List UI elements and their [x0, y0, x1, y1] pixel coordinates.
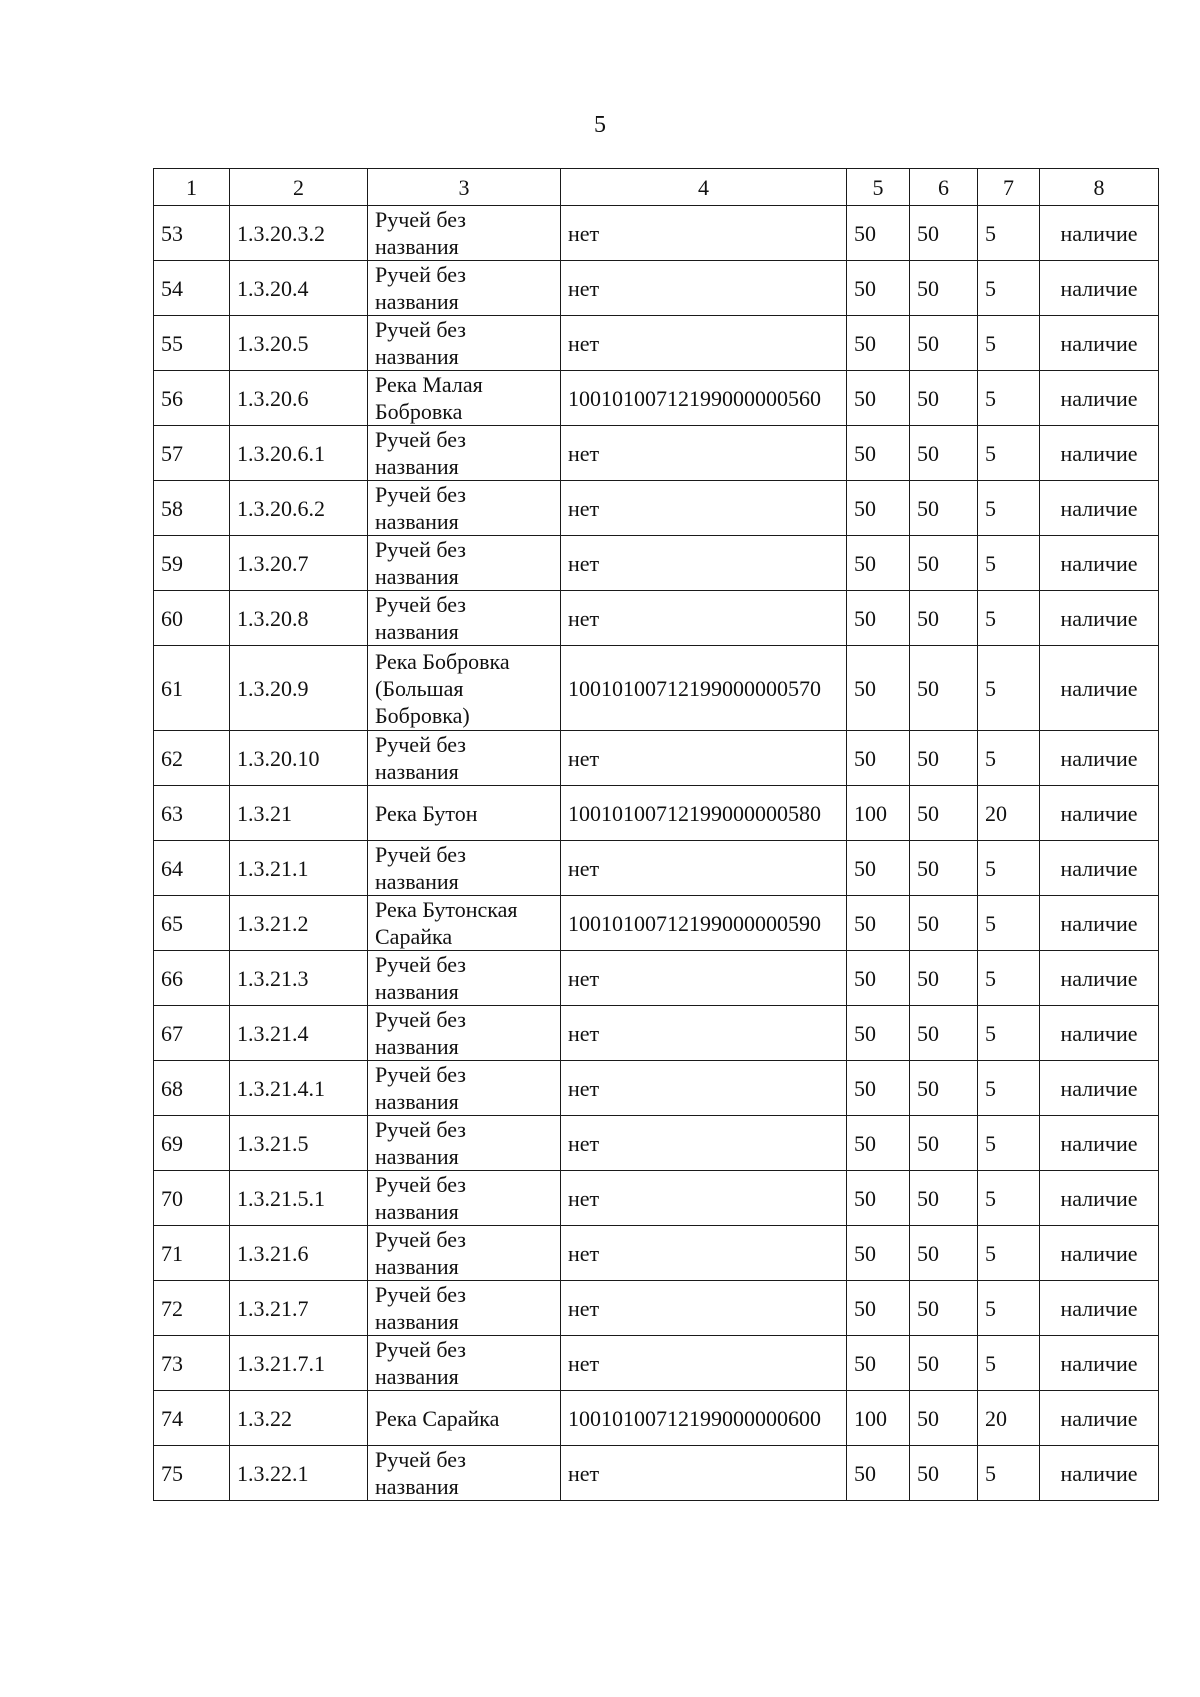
table-row — [154, 1446, 1159, 1501]
registry-code-cell: нет — [561, 731, 847, 786]
table-row — [154, 591, 1159, 646]
water-code-cell: 1.3.21.3 — [230, 951, 368, 1006]
value-7-cell: 5 — [978, 591, 1040, 646]
water-code-cell: 1.3.22.1 — [230, 1446, 368, 1501]
water-body-name-cell: Река Малая Бобровка — [368, 371, 561, 426]
water-code-cell: 1.3.21.4.1 — [230, 1061, 368, 1116]
row-number-cell: 53 — [154, 206, 230, 261]
value-6-cell: 50 — [910, 426, 978, 481]
water-body-name-cell: Ручей без названия — [368, 1061, 561, 1116]
value-7-cell: 5 — [978, 841, 1040, 896]
status-cell: наличие — [1040, 1226, 1159, 1281]
value-6-cell: 50 — [910, 481, 978, 536]
row-number-cell: 69 — [154, 1116, 230, 1171]
table-row — [154, 1391, 1159, 1446]
water-body-name-cell: Ручей без названия — [368, 481, 561, 536]
status-cell: наличие — [1040, 841, 1159, 896]
value-6-cell: 50 — [910, 951, 978, 1006]
row-number-cell: 67 — [154, 1006, 230, 1061]
value-5-cell: 50 — [847, 591, 910, 646]
water-code-cell: 1.3.21.2 — [230, 896, 368, 951]
table-row — [154, 1281, 1159, 1336]
table-row — [154, 1006, 1159, 1061]
water-body-name-cell: Река Бутонская Сарайка — [368, 896, 561, 951]
status-cell: наличие — [1040, 1336, 1159, 1391]
water-body-name-cell: Ручей без названия — [368, 1171, 561, 1226]
table-row — [154, 896, 1159, 951]
value-7-cell: 5 — [978, 481, 1040, 536]
status-cell: наличие — [1040, 481, 1159, 536]
value-6-cell: 50 — [910, 731, 978, 786]
value-5-cell: 50 — [847, 426, 910, 481]
water-code-cell: 1.3.20.4 — [230, 261, 368, 316]
registry-code-cell: 10010100712199000000600 — [561, 1391, 847, 1446]
value-6-cell: 50 — [910, 786, 978, 841]
value-7-cell: 5 — [978, 1336, 1040, 1391]
water-code-cell: 1.3.20.8 — [230, 591, 368, 646]
row-number-cell: 60 — [154, 591, 230, 646]
status-cell: наличие — [1040, 646, 1159, 731]
table-row — [154, 481, 1159, 536]
table-row — [154, 841, 1159, 896]
status-cell: наличие — [1040, 1391, 1159, 1446]
status-cell: наличие — [1040, 786, 1159, 841]
table-row — [154, 371, 1159, 426]
value-5-cell: 100 — [847, 1391, 910, 1446]
row-number-cell: 57 — [154, 426, 230, 481]
value-7-cell: 5 — [978, 426, 1040, 481]
value-5-cell: 50 — [847, 646, 910, 731]
row-number-cell: 55 — [154, 316, 230, 371]
data-table — [153, 168, 1159, 1501]
value-7-cell: 5 — [978, 1226, 1040, 1281]
water-body-name-cell: Ручей без названия — [368, 1226, 561, 1281]
water-code-cell: 1.3.21.7 — [230, 1281, 368, 1336]
registry-code-cell: нет — [561, 481, 847, 536]
status-cell: наличие — [1040, 261, 1159, 316]
water-body-name-cell: Река Бутон — [368, 786, 561, 841]
value-5-cell: 50 — [847, 371, 910, 426]
value-5-cell: 50 — [847, 536, 910, 591]
registry-code-cell: нет — [561, 1006, 847, 1061]
value-6-cell: 50 — [910, 1336, 978, 1391]
value-6-cell: 50 — [910, 261, 978, 316]
value-5-cell: 50 — [847, 1171, 910, 1226]
water-body-name-cell: Ручей без названия — [368, 1281, 561, 1336]
table-row — [154, 1116, 1159, 1171]
table-row — [154, 951, 1159, 1006]
water-body-name-cell: Ручей без названия — [368, 841, 561, 896]
value-7-cell: 5 — [978, 1061, 1040, 1116]
value-6-cell: 50 — [910, 841, 978, 896]
water-code-cell: 1.3.21.1 — [230, 841, 368, 896]
value-7-cell: 5 — [978, 951, 1040, 1006]
status-cell: наличие — [1040, 591, 1159, 646]
water-body-name-cell: Ручей без названия — [368, 536, 561, 591]
column-header-3: 3 — [368, 169, 561, 206]
value-7-cell: 5 — [978, 1116, 1040, 1171]
row-number-cell: 68 — [154, 1061, 230, 1116]
row-number-cell: 70 — [154, 1171, 230, 1226]
value-5-cell: 50 — [847, 1336, 910, 1391]
row-number-cell: 73 — [154, 1336, 230, 1391]
status-cell: наличие — [1040, 1281, 1159, 1336]
water-code-cell: 1.3.20.10 — [230, 731, 368, 786]
water-code-cell: 1.3.20.3.2 — [230, 206, 368, 261]
column-header-4: 4 — [561, 169, 847, 206]
water-body-name-cell: Ручей без названия — [368, 591, 561, 646]
value-7-cell: 5 — [978, 1446, 1040, 1501]
value-6-cell: 50 — [910, 1226, 978, 1281]
row-number-cell: 56 — [154, 371, 230, 426]
row-number-cell: 75 — [154, 1446, 230, 1501]
value-5-cell: 50 — [847, 1446, 910, 1501]
value-5-cell: 50 — [847, 896, 910, 951]
column-header-1: 1 — [154, 169, 230, 206]
table-row — [154, 731, 1159, 786]
value-6-cell: 50 — [910, 1171, 978, 1226]
value-7-cell: 5 — [978, 1281, 1040, 1336]
value-6-cell: 50 — [910, 1006, 978, 1061]
table-row — [154, 1171, 1159, 1226]
registry-code-cell: нет — [561, 536, 847, 591]
value-5-cell: 50 — [847, 316, 910, 371]
value-7-cell: 20 — [978, 1391, 1040, 1446]
value-6-cell: 50 — [910, 206, 978, 261]
water-code-cell: 1.3.21.7.1 — [230, 1336, 368, 1391]
value-5-cell: 100 — [847, 786, 910, 841]
row-number-cell: 64 — [154, 841, 230, 896]
table-body — [154, 206, 1159, 1501]
registry-code-cell: нет — [561, 1281, 847, 1336]
value-7-cell: 5 — [978, 536, 1040, 591]
value-5-cell: 50 — [847, 481, 910, 536]
value-6-cell: 50 — [910, 646, 978, 731]
status-cell: наличие — [1040, 1446, 1159, 1501]
registry-code-cell: 10010100712199000000570 — [561, 646, 847, 731]
water-body-name-cell: Ручей без названия — [368, 261, 561, 316]
row-number-cell: 66 — [154, 951, 230, 1006]
status-cell: наличие — [1040, 1006, 1159, 1061]
water-body-name-cell: Ручей без названия — [368, 731, 561, 786]
value-5-cell: 50 — [847, 1281, 910, 1336]
status-cell: наличие — [1040, 426, 1159, 481]
table-row — [154, 536, 1159, 591]
water-code-cell: 1.3.22 — [230, 1391, 368, 1446]
row-number-cell: 58 — [154, 481, 230, 536]
status-cell: наличие — [1040, 206, 1159, 261]
value-5-cell: 50 — [847, 841, 910, 896]
status-cell: наличие — [1040, 536, 1159, 591]
row-number-cell: 61 — [154, 646, 230, 731]
water-body-name-cell: Ручей без названия — [368, 1116, 561, 1171]
table-row — [154, 1336, 1159, 1391]
water-code-cell: 1.3.20.6 — [230, 371, 368, 426]
value-7-cell: 5 — [978, 1171, 1040, 1226]
water-code-cell: 1.3.20.6.2 — [230, 481, 368, 536]
column-header-6: 6 — [910, 169, 978, 206]
water-body-name-cell: Река Сарайка — [368, 1391, 561, 1446]
water-body-name-cell: Ручей без названия — [368, 951, 561, 1006]
registry-code-cell: нет — [561, 206, 847, 261]
water-body-name-cell: Ручей без названия — [368, 426, 561, 481]
row-number-cell: 65 — [154, 896, 230, 951]
status-cell: наличие — [1040, 731, 1159, 786]
table-row — [154, 426, 1159, 481]
registry-code-cell: 10010100712199000000590 — [561, 896, 847, 951]
row-number-cell: 71 — [154, 1226, 230, 1281]
value-5-cell: 50 — [847, 731, 910, 786]
value-5-cell: 50 — [847, 1006, 910, 1061]
registry-code-cell: нет — [561, 1226, 847, 1281]
status-cell: наличие — [1040, 371, 1159, 426]
registry-code-cell: нет — [561, 1171, 847, 1226]
registry-code-cell: нет — [561, 316, 847, 371]
registry-code-cell: нет — [561, 426, 847, 481]
status-cell: наличие — [1040, 1171, 1159, 1226]
row-number-cell: 54 — [154, 261, 230, 316]
column-header-5: 5 — [847, 169, 910, 206]
water-code-cell: 1.3.21.6 — [230, 1226, 368, 1281]
value-6-cell: 50 — [910, 1061, 978, 1116]
value-6-cell: 50 — [910, 591, 978, 646]
status-cell: наличие — [1040, 316, 1159, 371]
status-cell: наличие — [1040, 1061, 1159, 1116]
value-5-cell: 50 — [847, 1226, 910, 1281]
value-7-cell: 5 — [978, 371, 1040, 426]
registry-code-cell: нет — [561, 591, 847, 646]
value-7-cell: 5 — [978, 896, 1040, 951]
value-7-cell: 5 — [978, 261, 1040, 316]
value-5-cell: 50 — [847, 1061, 910, 1116]
value-7-cell: 5 — [978, 1006, 1040, 1061]
value-6-cell: 50 — [910, 1281, 978, 1336]
water-body-name-cell: Ручей без названия — [368, 1446, 561, 1501]
value-7-cell: 5 — [978, 316, 1040, 371]
row-number-cell: 59 — [154, 536, 230, 591]
row-number-cell: 72 — [154, 1281, 230, 1336]
registry-code-cell: нет — [561, 951, 847, 1006]
water-code-cell: 1.3.21 — [230, 786, 368, 841]
status-cell: наличие — [1040, 896, 1159, 951]
row-number-cell: 63 — [154, 786, 230, 841]
value-5-cell: 50 — [847, 1116, 910, 1171]
value-6-cell: 50 — [910, 371, 978, 426]
water-body-name-cell: Ручей без названия — [368, 206, 561, 261]
registry-code-cell: 10010100712199000000580 — [561, 786, 847, 841]
status-cell: наличие — [1040, 1116, 1159, 1171]
table-row — [154, 206, 1159, 261]
row-number-cell: 62 — [154, 731, 230, 786]
water-body-name-cell: Ручей без названия — [368, 1336, 561, 1391]
value-6-cell: 50 — [910, 1391, 978, 1446]
registry-code-cell: нет — [561, 1116, 847, 1171]
table-row — [154, 786, 1159, 841]
value-5-cell: 50 — [847, 261, 910, 316]
value-6-cell: 50 — [910, 896, 978, 951]
registry-code-cell: нет — [561, 841, 847, 896]
value-5-cell: 50 — [847, 951, 910, 1006]
water-code-cell: 1.3.20.9 — [230, 646, 368, 731]
value-6-cell: 50 — [910, 1446, 978, 1501]
column-header-7: 7 — [978, 169, 1040, 206]
table-row — [154, 1061, 1159, 1116]
value-5-cell: 50 — [847, 206, 910, 261]
water-code-cell: 1.3.20.7 — [230, 536, 368, 591]
page-number: 5 — [594, 112, 606, 138]
water-code-cell: 1.3.20.5 — [230, 316, 368, 371]
status-cell: наличие — [1040, 951, 1159, 1006]
table-row — [154, 1226, 1159, 1281]
column-header-2: 2 — [230, 169, 368, 206]
table-row — [154, 646, 1159, 731]
registry-code-cell: 10010100712199000000560 — [561, 371, 847, 426]
registry-code-cell: нет — [561, 1061, 847, 1116]
row-number-cell: 74 — [154, 1391, 230, 1446]
registry-code-cell: нет — [561, 1446, 847, 1501]
water-body-name-cell: Ручей без названия — [368, 1006, 561, 1061]
value-7-cell: 5 — [978, 646, 1040, 731]
water-body-name-cell: Ручей без названия — [368, 316, 561, 371]
water-code-cell: 1.3.20.6.1 — [230, 426, 368, 481]
water-code-cell: 1.3.21.4 — [230, 1006, 368, 1061]
registry-code-cell: нет — [561, 1336, 847, 1391]
water-body-name-cell: Река Бобровка (Большая Бобровка) — [368, 646, 561, 731]
registry-code-cell: нет — [561, 261, 847, 316]
water-code-cell: 1.3.21.5 — [230, 1116, 368, 1171]
table-row — [154, 316, 1159, 371]
value-6-cell: 50 — [910, 1116, 978, 1171]
table-row — [154, 261, 1159, 316]
value-7-cell: 20 — [978, 786, 1040, 841]
value-6-cell: 50 — [910, 316, 978, 371]
value-7-cell: 5 — [978, 206, 1040, 261]
table-header-row — [154, 169, 1159, 206]
value-7-cell: 5 — [978, 731, 1040, 786]
water-code-cell: 1.3.21.5.1 — [230, 1171, 368, 1226]
column-header-8: 8 — [1040, 169, 1159, 206]
value-6-cell: 50 — [910, 536, 978, 591]
